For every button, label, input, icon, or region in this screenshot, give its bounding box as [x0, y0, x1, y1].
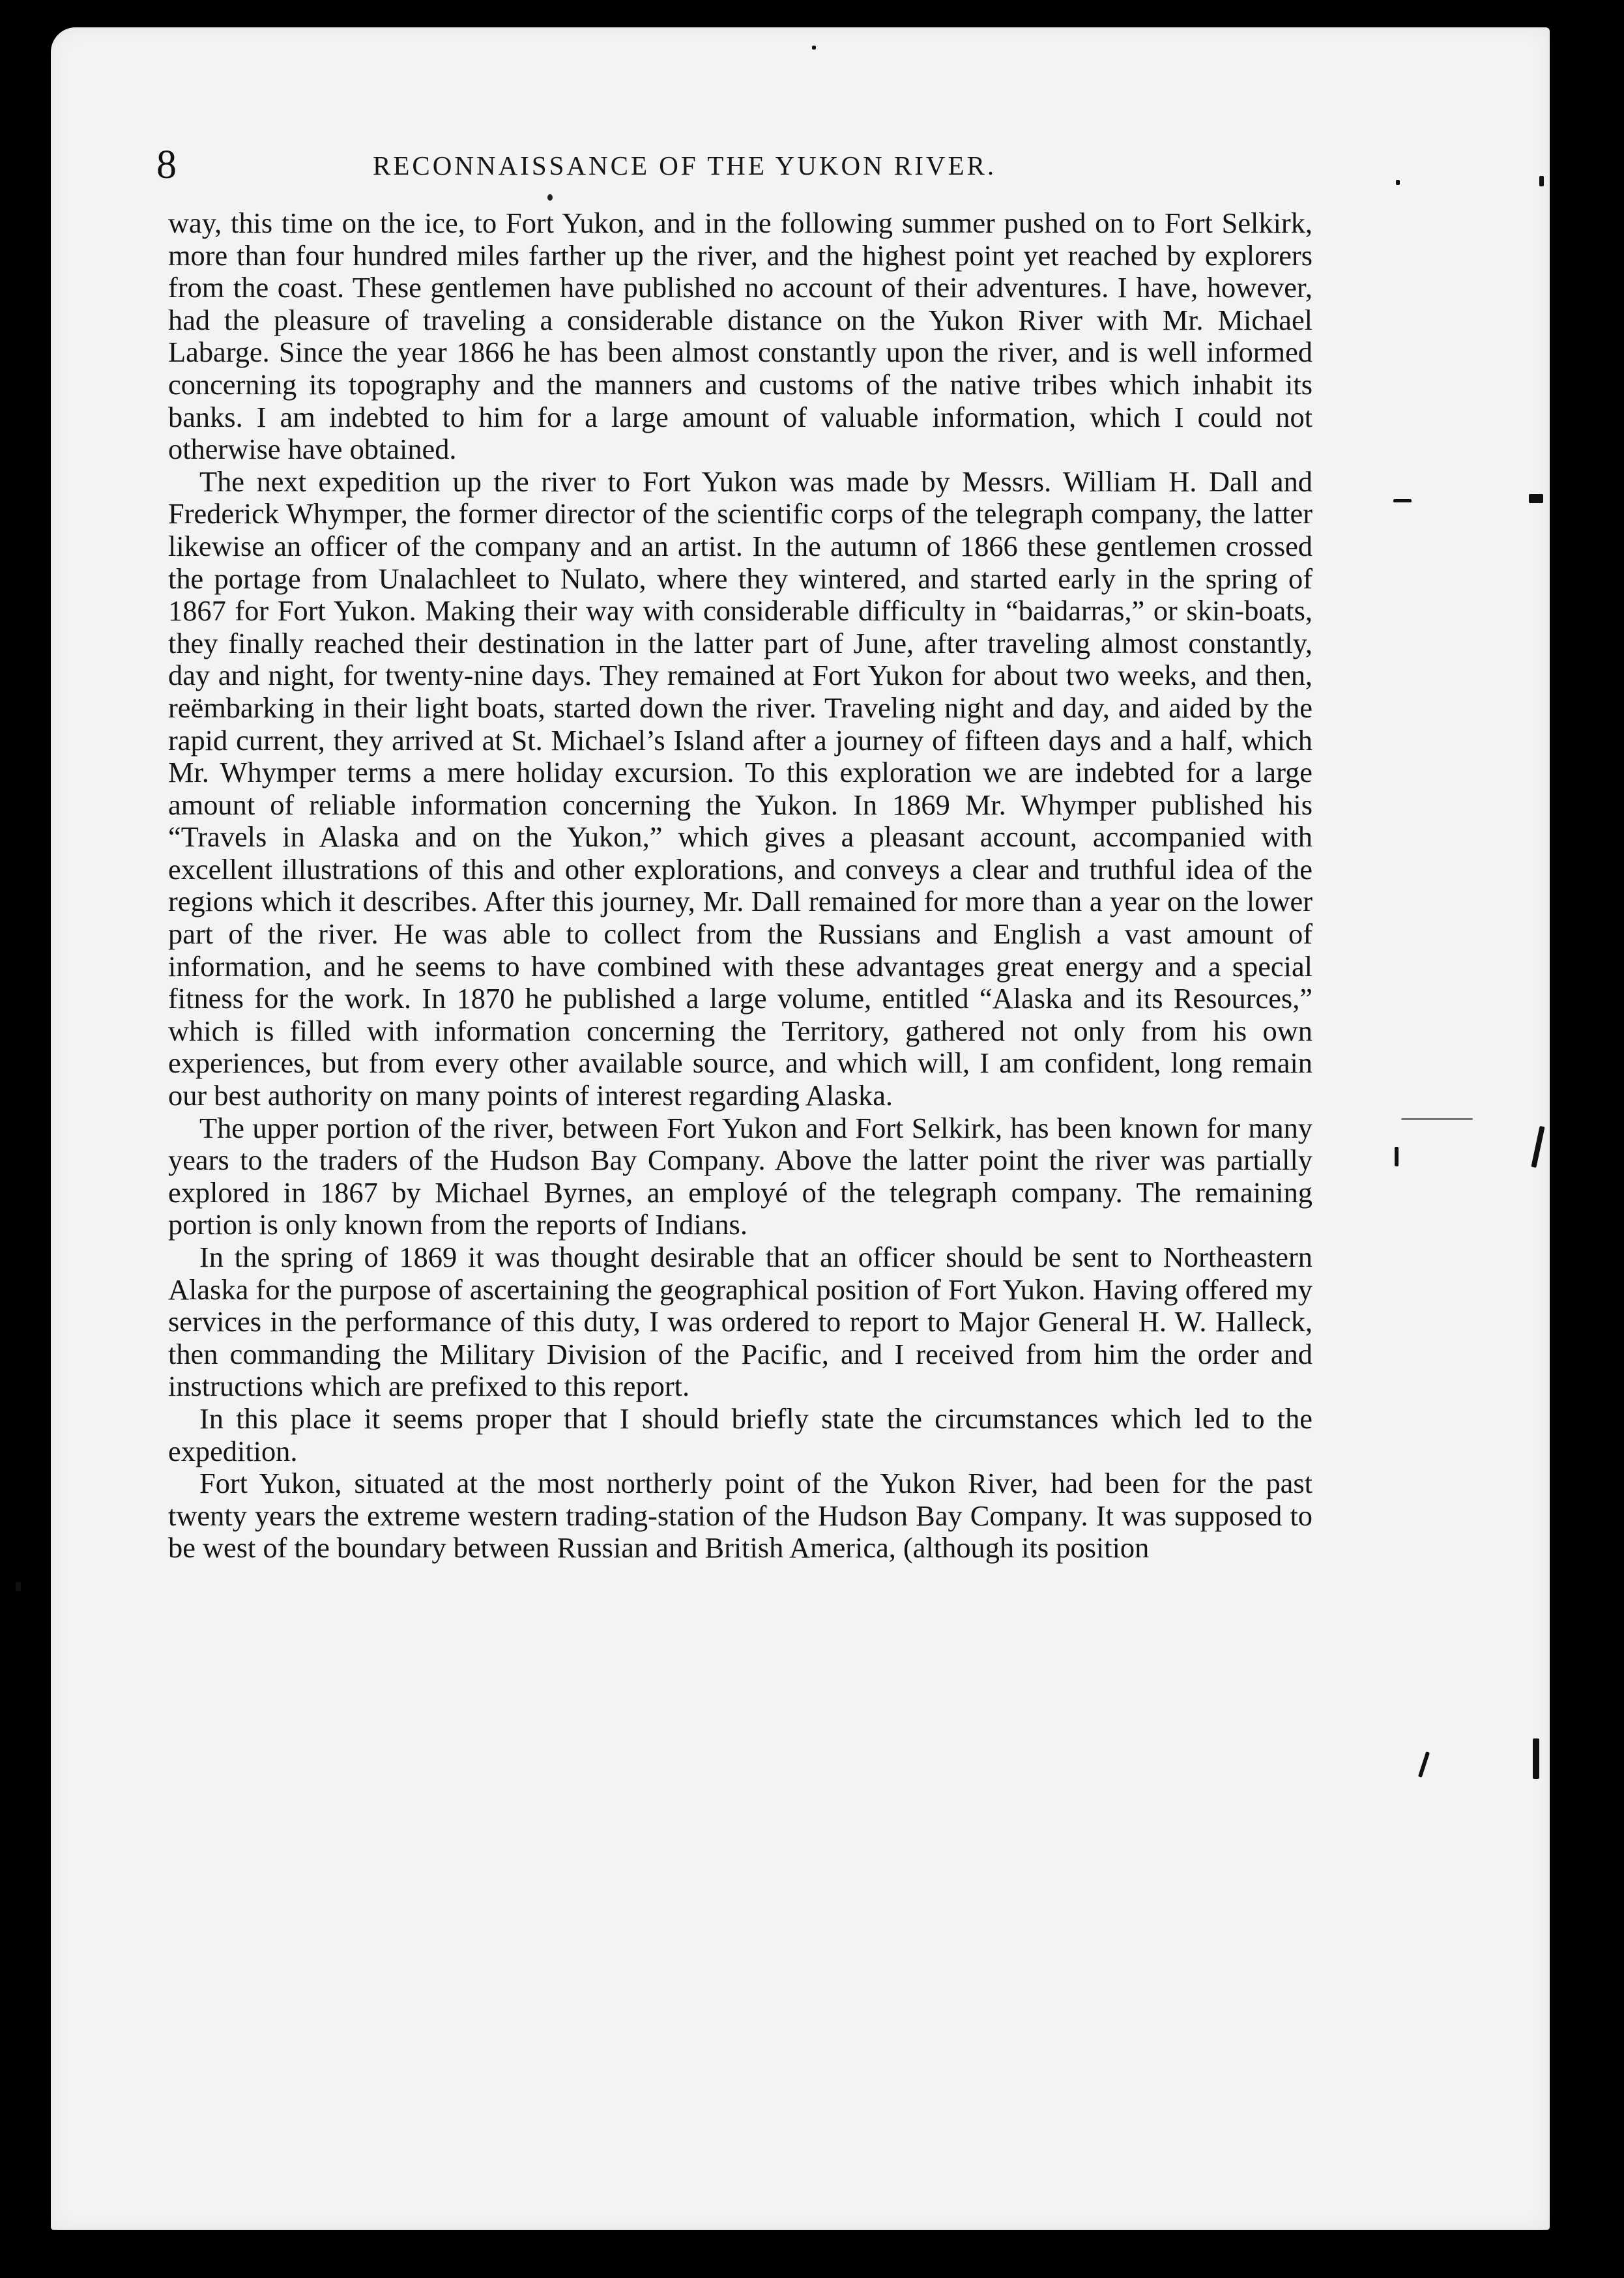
paragraph-upper-river: The upper portion of the river, between Fort Yukon and Fort Selkirk, has been known for many years to the traders of the Hudson Bay Company. Above the latter point the river was partially explored in 1867 by Michael Byrnes, an employé of the telegraph company. The remaining portion is only known from the reports of Indians.	[168, 1111, 1312, 1241]
paragraph-fort-yukon: Fort Yukon, situated at the most northerly point of the Yukon River, had been for the past twenty years the extreme western trading-station of the Hudson Bay Company. It was supposed to be west of the boundary between Russian and British America, (although its position	[168, 1467, 1312, 1564]
scan-speck	[1533, 1738, 1539, 1779]
running-title: RECONNAISSANCE OF THE YUKON RIVER.	[373, 151, 997, 180]
paragraph-expedition-dall-whymper: The next expedition up the river to Fort Yukon was made by Messrs. William H. Dall and Frederick Whymper, the former director of the scientific corps of the telegraph company, the latter likewise an officer of the company and an artist. In the autumn of 1866 these gentlemen crossed the portage from Unalachleet to Nulato, where they wintered, and started early in the spring of 1867 for Fort Yukon. Making their way with considerable difficulty in “baidarras,” or skin-boats, they finally reached their destination in the latter part of June, after traveling almost constantly, day and night, for twenty-nine days. They remained at Fort Yukon for about two weeks, and then, reëmbarking in their light boats, started down the river. Traveling night and day, and aided by the rapid current, they arrived at St. Michael’s Island after a journey of fifteen days and a half, which Mr. Whymper terms a mere holiday excursion. To this exploration we are indebted for a large amount of reliable information concerning the Yukon. In 1869 Mr. Whymper published his “Travels in Alaska and on the Yukon,” which gives a pleasant account, accompanied with excellent illustrations of this and other explorations, and conveys a clear and truthful idea of the regions which it describes. After this journey, Mr. Dall remained for more than a year on the lower part of the river. He was able to collect from the Russians and English a vast amount of information, and he seems to have combined with these advantages great energy and a special fitness for the work. In 1870 he published a large volume, entitled “Alaska and its Resources,” which is filled with information concerning the Territory, gathered not only from his own experiences, but from every other available source, and which will, I am confident, long remain our best authority on many points of interest regarding Alaska.	[168, 465, 1312, 1112]
scan-speck	[1393, 499, 1412, 502]
paragraph-continued: way, this time on the ice, to Fort Yukon, and in the following summer pushed on to Fort Selkirk, more than four hundred miles farther up the river, and the highest point yet reached by explorers from the coast. These gentlemen have published no account of their adventures. I have, however, had the pleasure of traveling a considerable distance on the Yukon River with Mr. Michael Labarge. Since the year 1866 he has been almost constantly upon the river, and is well informed concerning its topography and the manners and customs of the native tribes which inhabit its banks. I am indebted to him for a large amount of valuable information, which I could not otherwise have obtained.	[168, 207, 1312, 466]
scan-speck	[1401, 1118, 1473, 1120]
scan-speck	[1395, 1147, 1399, 1166]
scan-speck	[1539, 176, 1544, 186]
print-speck	[547, 194, 553, 201]
body-text	[168, 207, 1312, 1564]
scan-speck	[812, 46, 816, 50]
page-header	[156, 123, 1082, 201]
page-number: 8	[156, 143, 177, 187]
scan-speck	[1396, 180, 1400, 185]
paragraph-spring-1869: In the spring of 1869 it was thought desirable that an officer should be sent to Northeastern Alaska for the purpose of ascertaining the geographical position of Fort Yukon. Having offered my services in the performance of this duty, I was ordered to report to Major General H. W. Halleck, then commanding the Military Division of the Pacific, and I received from him the order and instructions which are prefixed to this report.	[168, 1241, 1312, 1403]
paragraph-circumstances: In this place it seems proper that I should briefly state the circumstances which led to the expedition.	[168, 1402, 1312, 1467]
scan-speck	[1529, 494, 1543, 503]
scan-speck	[16, 1582, 21, 1591]
